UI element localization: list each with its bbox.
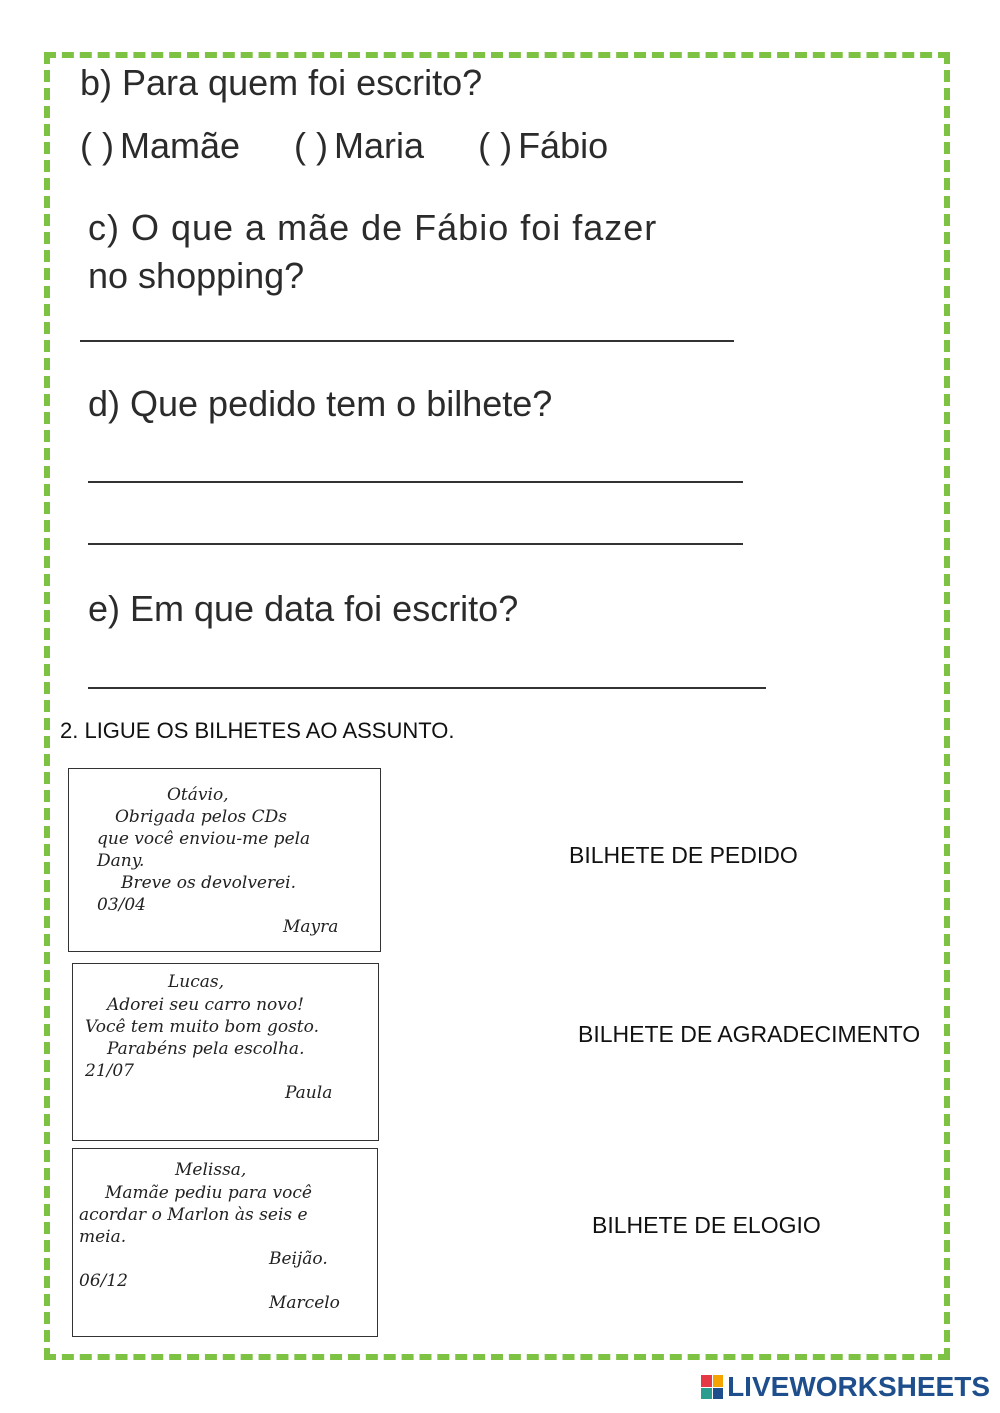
liveworksheets-logo <box>701 1371 990 1403</box>
note-line: Adorei seu carro novo! <box>107 995 304 1015</box>
note-date: 06/12 <box>79 1271 128 1291</box>
note-line: Otávio, <box>167 785 229 805</box>
question-b-options <box>80 125 652 167</box>
question-c-line2: no shopping? <box>88 255 305 296</box>
question-c-line1: c) O que a mãe de Fábio foi fazer <box>88 207 658 248</box>
note-card[interactable] <box>68 768 381 952</box>
note-line: meia. <box>79 1227 127 1247</box>
note-line: Dany. <box>97 851 145 871</box>
note-line: Você tem muito bom gosto. <box>85 1017 319 1037</box>
note-card[interactable] <box>72 1148 378 1337</box>
question-e: e) Em que data foi escrito? <box>88 588 519 629</box>
note-signature: Marcelo <box>269 1293 340 1313</box>
answer-line-d2[interactable] <box>88 543 743 545</box>
section-2-title: 2. LIGUE OS BILHETES AO ASSUNTO. <box>60 718 455 743</box>
note-line: Obrigada pelos CDs <box>115 807 287 827</box>
note-line: Beijão. <box>269 1249 328 1269</box>
option-fabio[interactable]: ( ) Fábio <box>478 125 609 166</box>
label-elogio[interactable]: BILHETE DE ELOGIO <box>592 1212 821 1238</box>
note-signature: Paula <box>285 1083 333 1103</box>
note-date: 03/04 <box>97 895 146 915</box>
answer-line-e[interactable] <box>88 687 766 689</box>
note-line: Lucas, <box>168 972 225 992</box>
question-d: d) Que pedido tem o bilhete? <box>88 383 553 424</box>
note-line: Mamãe pediu para você <box>105 1183 312 1203</box>
note-line: Melissa, <box>175 1160 247 1180</box>
note-card[interactable] <box>72 963 379 1141</box>
liveworksheets-icon <box>701 1375 723 1399</box>
label-agradecimento[interactable]: BILHETE DE AGRADECIMENTO <box>578 1021 921 1047</box>
option-maria[interactable]: ( ) Maria <box>294 125 425 166</box>
answer-line-d1[interactable] <box>88 481 743 483</box>
option-mamae[interactable]: ( ) Mamãe <box>80 125 241 166</box>
note-line: que você enviou-me pela <box>97 829 311 849</box>
question-b: b) Para quem foi escrito? <box>80 62 483 103</box>
label-pedido[interactable]: BILHETE DE PEDIDO <box>569 842 798 868</box>
note-signature: Mayra <box>283 917 339 937</box>
note-line: Breve os devolverei. <box>121 873 297 893</box>
brand-text: LIVEWORKSHEETS <box>727 1371 990 1402</box>
note-date: 21/07 <box>85 1061 134 1081</box>
note-line: Parabéns pela escolha. <box>107 1039 305 1059</box>
note-line: acordar o Marlon às seis e <box>79 1205 308 1225</box>
answer-line-c[interactable] <box>80 340 734 342</box>
